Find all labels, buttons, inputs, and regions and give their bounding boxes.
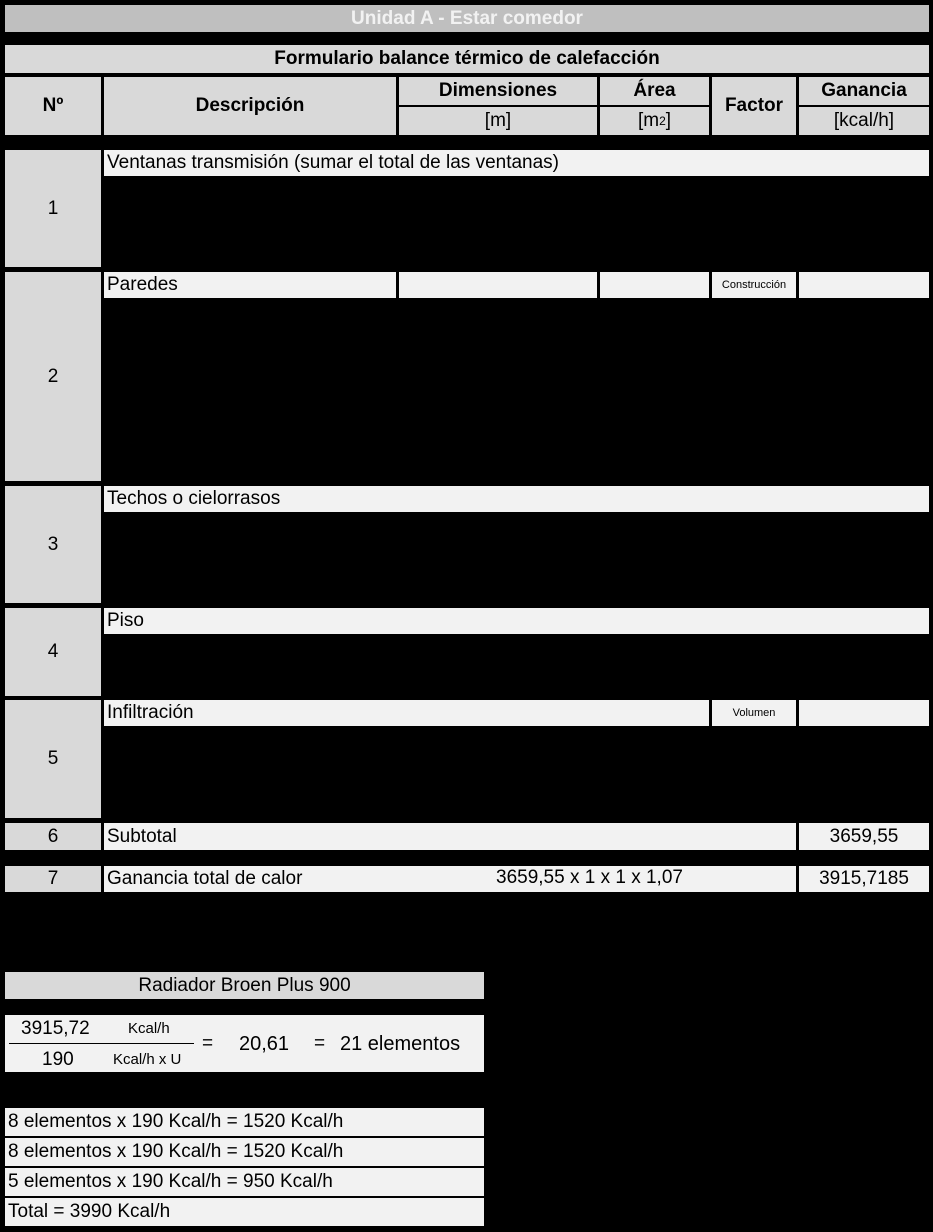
header-area: Área — [600, 77, 709, 105]
calc-result: 20,61 — [239, 1033, 290, 1055]
row-4-label: Piso — [104, 608, 929, 634]
distribution-row-2: 8 elementos x 190 Kcal/h = 1520 Kcal/h — [5, 1138, 484, 1166]
radiator-title: Radiador Broen Plus 900 — [5, 972, 484, 999]
row-1-label: Ventanas transmisión (sumar el total de las ventanas) — [104, 150, 929, 176]
distribution-row-3: 5 elementos x 190 Kcal/h = 950 Kcal/h — [5, 1168, 484, 1196]
row-2-dimensiones — [399, 272, 597, 298]
row-3-num: 3 — [5, 486, 101, 603]
row-2-factor: Construcción — [712, 272, 796, 298]
row-6-value: 3659,55 — [799, 823, 929, 850]
header-ganancia: Ganancia — [799, 77, 929, 105]
calc-equals-1: = — [202, 1033, 214, 1054]
header-num: Nº — [5, 77, 101, 135]
row-5-factor: Volumen — [712, 700, 796, 726]
row-5-num: 5 — [5, 700, 101, 818]
header-ganancia-unit: [kcal/h] — [799, 107, 929, 135]
calc-numerator-unit: Kcal/h — [128, 1020, 170, 1037]
unit-title: Unidad A - Estar comedor — [5, 5, 929, 32]
row-7-num: 7 — [5, 866, 101, 892]
row-7-label-cell — [104, 866, 796, 892]
fraction-bar — [9, 1043, 194, 1044]
area-unit-base: [m — [637, 110, 660, 131]
header-dimensiones-unit: [m] — [399, 107, 597, 135]
calc-numerator: 3915,72 — [21, 1018, 90, 1039]
header-descripcion: Descripción — [104, 77, 396, 135]
form-title: Formulario balance térmico de calefacción — [5, 45, 929, 73]
radiator-calculation — [5, 1015, 484, 1072]
row-2-area — [600, 272, 709, 298]
row-6-num: 6 — [5, 823, 101, 850]
row-7-label: Ganancia total de calor — [107, 868, 303, 889]
calc-result-text: 21 elementos — [340, 1033, 461, 1055]
row-7-formula: 3659,55 x 1 x 1 x 1,07 — [496, 867, 683, 888]
header-factor: Factor — [712, 77, 796, 135]
calc-denominator-unit: Kcal/h x U — [113, 1051, 182, 1068]
row-1-num: 1 — [5, 150, 101, 267]
distribution-total: Total = 3990 Kcal/h — [5, 1198, 484, 1226]
row-7-value: 3915,7185 — [799, 866, 929, 892]
row-6-label: Subtotal — [104, 823, 796, 850]
row-2-num: 2 — [5, 272, 101, 481]
header-area-unit — [600, 107, 709, 135]
calc-denominator: 190 — [42, 1049, 74, 1070]
row-2-ganancia — [799, 272, 929, 298]
row-5-ganancia — [799, 700, 929, 726]
header-dimensiones: Dimensiones — [399, 77, 597, 105]
row-4-num: 4 — [5, 608, 101, 696]
row-2-label: Paredes — [104, 272, 396, 298]
area-unit-close: ] — [665, 110, 672, 131]
area-unit-superscript: 2 — [659, 114, 666, 128]
row-3-label: Techos o cielorrasos — [104, 486, 929, 512]
distribution-row-1: 8 elementos x 190 Kcal/h = 1520 Kcal/h — [5, 1108, 484, 1136]
calc-equals-2: = — [314, 1033, 326, 1054]
row-5-label: Infiltración — [104, 700, 709, 726]
